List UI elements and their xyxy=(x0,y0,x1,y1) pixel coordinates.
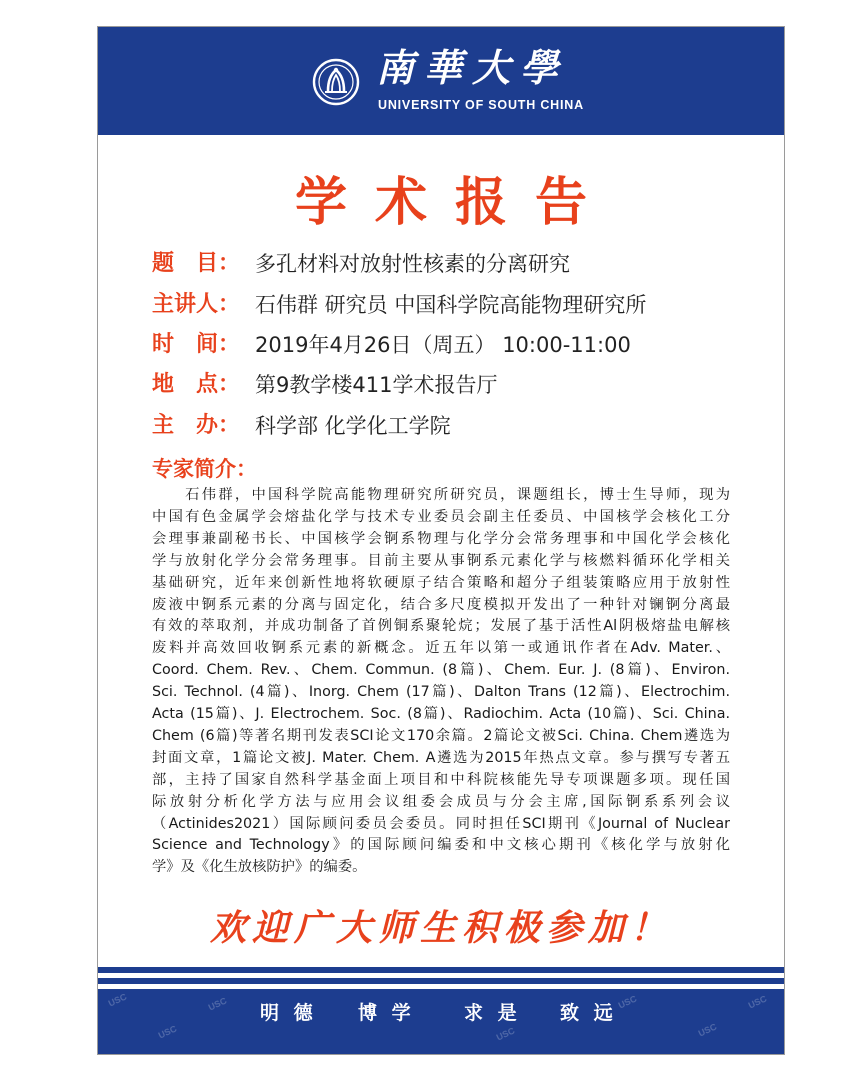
bio-line: 封面文章，1篇论文被J. Mater. Chem. A遴选为2015年热点文章。参与撰写专著五 xyxy=(152,749,730,766)
university-name-en: UNIVERSITY OF SOUTH CHINA xyxy=(378,98,584,112)
motto-item: 博 学 xyxy=(358,1002,415,1024)
university-name-cn: 南華大學 xyxy=(376,45,569,90)
watermark-text: USC xyxy=(746,993,769,1011)
bio-line: 废液中锕系元素的分离与固定化，结合多尺度模拟开发出了一种针对镧锕分离最 xyxy=(152,596,730,613)
watermark-text: USC xyxy=(494,1025,517,1043)
info-label: 主 办： xyxy=(152,413,241,438)
bio-line: 废料并高效回收锕系元素的新概念。近五年以第一或通讯作者在Adv. Mater.、 xyxy=(152,640,730,657)
info-value: 石伟群 研究员 中国科学院高能物理研究所 xyxy=(255,293,647,317)
bio-line: 石伟群，中国科学院高能物理研究所研究员，课题组长，博士生导师，现为 xyxy=(152,487,730,503)
bio-line: 部，主持了国家自然科学基金面上项目和中科院核能先导专项课题多项。现任国 xyxy=(152,771,730,788)
info-label: 地 点： xyxy=(152,372,241,397)
bio-line: 基础研究，近年来创新性地将软硬原子结合策略和超分子组装策略应用于放射性 xyxy=(152,574,730,591)
motto-item: 致 远 xyxy=(560,1002,617,1024)
info-label: 题 目： xyxy=(152,251,241,276)
footer-stripe xyxy=(98,978,784,984)
info-value: 2019年4月26日（周五） 10:00-11:00 xyxy=(255,333,631,357)
watermark-text: USC xyxy=(106,991,129,1009)
bio-line: 会理事兼副秘书长、中国核学会锕系物理与化学分会常务理事和中国化学会核化 xyxy=(152,530,730,547)
footer-stripe xyxy=(98,967,784,973)
bio-line: 中国有色金属学会熔盐化学与技术专业委员会副主任委员、中国核学会核化工分 xyxy=(152,508,730,525)
bio-line: 学与放射化学分会常务理事。目前主要从事锕系元素化学与核燃料循环化学相关 xyxy=(152,552,730,569)
watermark-text: USC xyxy=(156,1023,179,1041)
info-value: 科学部 化学化工学院 xyxy=(255,414,451,438)
bio-line: Acta (15篇)、J. Electrochem. Soc. (8篇)、Radiochim. Acta (10篇)、Sci. China. xyxy=(152,706,730,722)
bio-line: 际放射分析化学方法与应用会议组委会成员与分会主席,国际锕系系列会议 xyxy=(152,793,730,810)
info-value: 第9教学楼411学术报告厅 xyxy=(255,373,498,397)
watermark-text: USC xyxy=(696,1021,719,1039)
motto-item: 求 是 xyxy=(464,1002,521,1024)
usc-emblem-icon xyxy=(312,58,360,106)
info-label: 主讲人： xyxy=(152,292,241,317)
watermark-text: USC xyxy=(206,995,229,1013)
bio-line: Science and Technology》的国际顾问编委和中文核心期刊《核化学与放射化 xyxy=(152,837,730,854)
header-banner xyxy=(98,27,784,135)
watermark-text: USC xyxy=(616,993,639,1011)
welcome-slogan: 欢迎广大师生积极参加！ xyxy=(209,907,672,949)
poster xyxy=(98,27,784,1054)
info-value: 多孔材料对放射性核素的分离研究 xyxy=(255,252,570,276)
motto-item: 明 德 xyxy=(260,1002,317,1024)
info-label: 时 间： xyxy=(152,332,241,357)
bio-line: Chem (6篇)等著名期刊发表SCI论文170余篇。2篇论文被Sci. China. Chem遴选为 xyxy=(152,727,730,744)
bio-line: Sci. Technol. (4篇)、Inorg. Chem (17篇)、Dalton Trans (12篇)、Electrochim. xyxy=(152,684,730,701)
page-title: 学术报告 xyxy=(294,173,615,233)
bio-line: 学》及《化生放核防护》的编委。 xyxy=(152,859,367,876)
bio-heading: 专家简介： xyxy=(152,457,257,481)
bio-line: 有效的萃取剂，并成功制备了首例铜系聚轮烷；发展了基于活性Al阴极熔盐电解核 xyxy=(152,618,730,635)
bio-line: Coord. Chem. Rev.、Chem. Commun. (8篇)、Chem. Eur. J. (8篇)、Environ. xyxy=(152,662,730,679)
bio-line: （Actinides2021）国际顾问委员会委员。同时担任SCI期刊《Journal of Nuclear xyxy=(152,815,730,832)
footer-banner xyxy=(98,989,784,1054)
